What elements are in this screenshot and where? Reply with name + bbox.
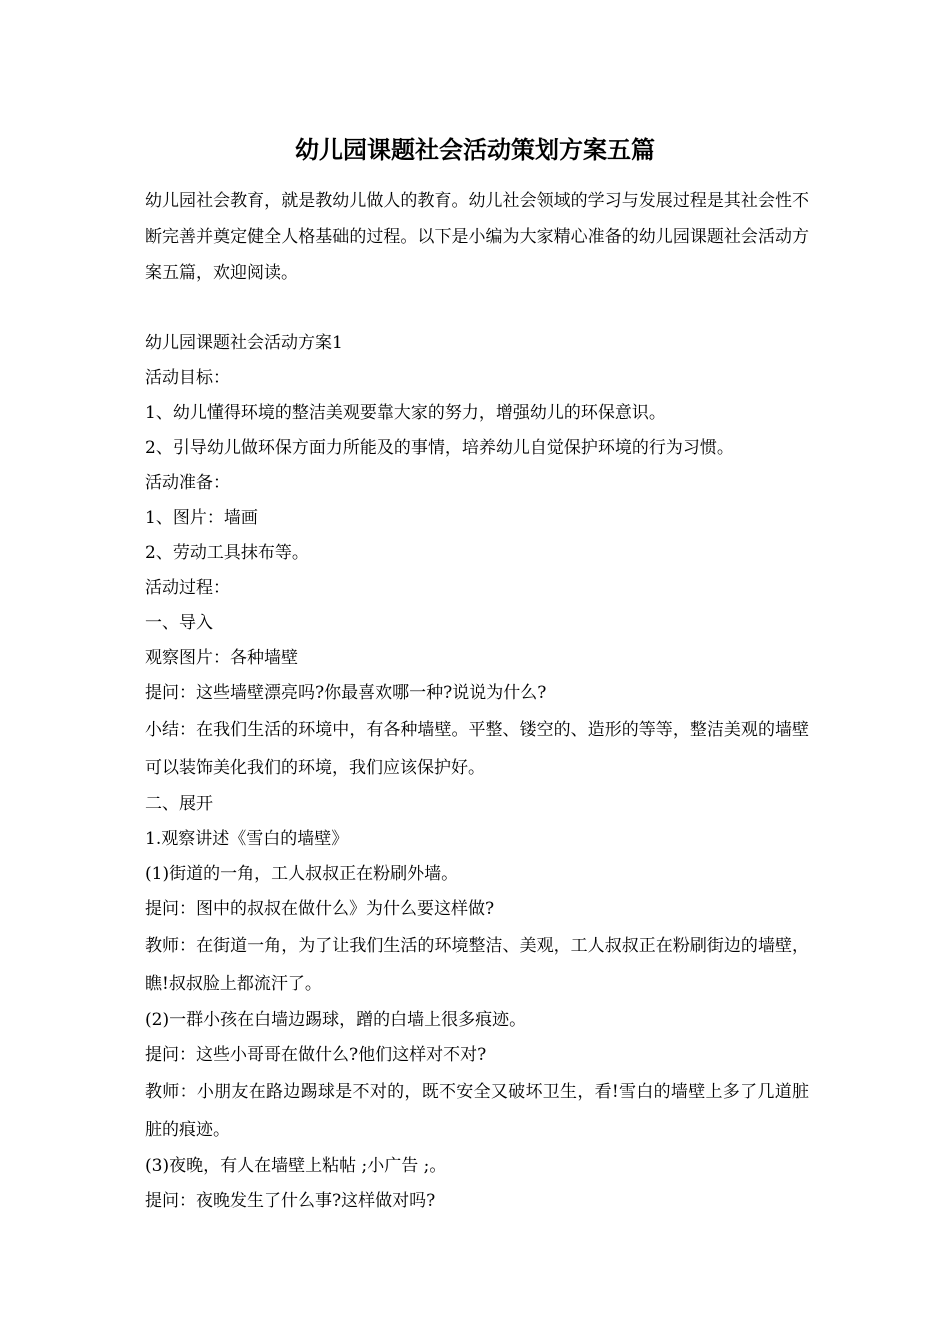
body-line: 观察图片：各种墙壁 [145, 648, 298, 668]
subheading-preparation: 活动准备： [145, 473, 230, 493]
body-paragraph: 小结：在我们生活的环境中，有各种墙壁。平整、镂空的、造形的等等，整洁美观的墙壁可以装饰美化我们的环境，我们应该保护好。 [145, 720, 809, 778]
body-line: 提问：夜晚发生了什么事?这样做对吗? [145, 1191, 436, 1211]
intro-paragraph: 幼儿园社会教育，就是教幼儿做人的教育。幼儿社会领域的学习与发展过程是其社会性不断完善并奠定健全人格基础的过程。以下是小编为大家精心准备的幼儿园课题社会活动方案五篇，欢迎阅读。 [145, 191, 809, 283]
document-title: 幼儿园课题社会活动策划方案五篇 [295, 135, 655, 164]
body-line: 提问：这些墙壁漂亮吗?你最喜欢哪一种?说说为什么? [145, 683, 547, 703]
body-paragraph: 教师：在街道一角，为了让我们生活的环境整洁、美观，工人叔叔正在粉刷街边的墙壁，瞧!叔叔脸上都流汗了。 [145, 936, 809, 994]
body-line: (3)夜晚，有人在墙壁上粘帖 ;小广告 ;。 [145, 1156, 447, 1176]
document-body [145, 326, 809, 1219]
body-line: 2、劳动工具抹布等。 [145, 543, 309, 563]
body-line: 提问：这些小哥哥在做什么?他们这样对不对? [145, 1045, 487, 1065]
body-line: 1、图片：墙画 [145, 508, 258, 528]
body-line: (2)一群小孩在白墙边踢球，蹭的白墙上很多痕迹。 [145, 1010, 527, 1030]
body-line: 2、引导幼儿做环保方面力所能及的事情，培养幼儿自觉保护环境的行为习惯。 [145, 438, 734, 458]
body-paragraph: 教师：小朋友在路边踢球是不对的，既不安全又破坏卫生，看!雪白的墙壁上多了几道脏脏的痕迹。 [145, 1082, 809, 1140]
section-heading: 幼儿园课题社会活动方案1 [145, 333, 343, 353]
subheading-goals: 活动目标： [145, 368, 230, 388]
body-line: 一、导入 [145, 613, 213, 633]
body-line: 1、幼儿懂得环境的整洁美观要靠大家的努力，增强幼儿的环保意识。 [145, 403, 666, 423]
body-line: 提问：图中的叔叔在做什么》为什么要这样做? [145, 899, 495, 919]
body-line: 1.观察讲述《雪白的墙壁》 [145, 829, 349, 849]
body-line: 二、展开 [145, 794, 213, 814]
subheading-process: 活动过程： [145, 578, 230, 598]
body-line: (1)街道的一角，工人叔叔正在粉刷外墙。 [145, 864, 459, 884]
